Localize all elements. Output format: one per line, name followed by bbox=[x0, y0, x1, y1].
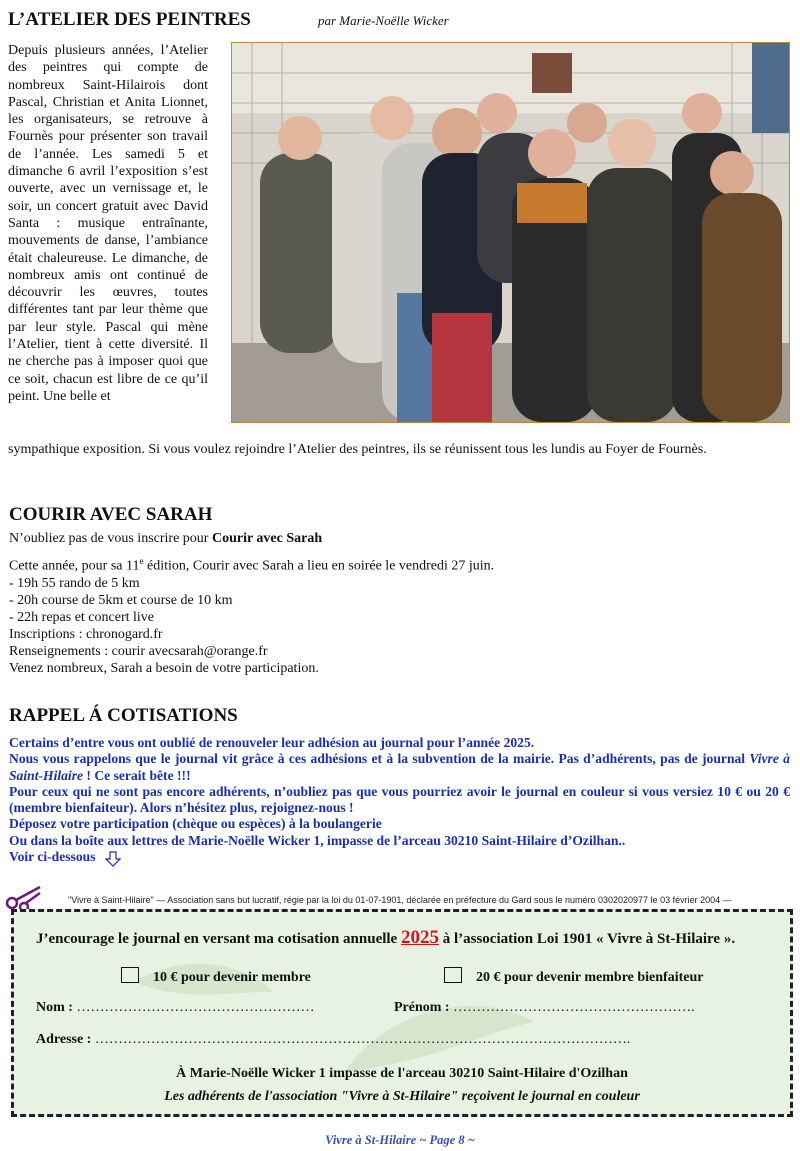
rappel-paragraph: Déposez votre participation (chèque ou espèces) à la boulangerie bbox=[9, 816, 382, 832]
courir-line: - 19h 55 rando de 5 km bbox=[9, 575, 140, 591]
courir-edition: Cette année, pour sa 11e édition, Courir avec Sarah a lieu en soirée le vendredi 27 juin. bbox=[9, 556, 495, 574]
prenom-field[interactable]: Prénom : ……………………………………………. bbox=[394, 1000, 695, 1015]
page-footer: Vivre à St-Hilaire ~ Page 8 ~ bbox=[325, 1133, 475, 1147]
courir-line: - 22h repas et concert live bbox=[9, 609, 154, 625]
rappel-paragraph: Pour ceux qui ne sont pas encore adhérents, n’oubliez pas que vous pourriez avoir le journal en couleur si vous versiez 10 € ou 20 € (membre bienfaiteur). Alors n’hésitez plus, rejoignez-nous ! bbox=[9, 783, 790, 816]
form-heading: J’encourage le journal en versant ma cotisation annuelle 2025 à l’association Loi 1901 « Vivre à St-Hilaire ». bbox=[36, 927, 736, 948]
group-photo bbox=[231, 42, 790, 423]
option-bienfaiteur[interactable]: 20 € pour devenir membre bienfaiteur bbox=[444, 967, 704, 986]
checkbox-membre[interactable] bbox=[121, 967, 139, 983]
rappel-section bbox=[9, 735, 790, 867]
atelier-title: L’ATELIER DES PEINTRES bbox=[8, 9, 251, 30]
courir-line: Inscriptions : chronogard.fr bbox=[9, 626, 163, 642]
rappel-paragraph: Ou dans la boîte aux lettres de Marie-Noëlle Wicker 1, impasse de l’arceau 30210 Saint-Hilaire d’Ozilhan.. bbox=[9, 832, 626, 848]
membership-form bbox=[11, 909, 793, 1117]
rappel-paragraph: Voir ci-dessous bbox=[9, 849, 790, 867]
form-note: Les adhérents de l'association "Vivre à St-Hilaire" reçoivent le journal en couleur bbox=[164, 1089, 640, 1104]
atelier-body: Depuis plusieurs années, l’Atelier des peintres qui compte de nombreux Saint-Hilairois dont Pascal, Christian et Anita Lionnet, les organisateurs, se retrouve à Fournès pour présenter son travail de l’année. Les samedi 5 et dimanche 6 avril l’exposition s’est ouverte, avec un vernissage et, le soir, un concert gratuit avec David Santa : musique entraînante, mouvements de danse, l’ambiance était chaleureuse. Le dimanche, de nombreux amis ont continué de découvrir les œuvres, toutes différentes tant par leur thème que par leur style. Pascal qui mène l’Atelier, tient à cette diversité. Il ne cherche pas à imposer quoi que ce soit, chacun est libre de ce qu’il peint. Une belle et bbox=[8, 43, 208, 404]
courir-section bbox=[9, 530, 789, 677]
courir-line: - 20h course de 5km et course de 10 km bbox=[9, 592, 233, 608]
association-legal-line: "Vivre à Saint-Hilaire" — Association sans but lucratif, régie par la loi du 01-07-1901, déclarée en préfecture du Gard sous le numéro 0302020977 le 03 février 2004 — bbox=[68, 895, 732, 905]
courir-line: Renseignements : courir avecsarah@orange.fr bbox=[9, 643, 268, 659]
atelier-byline: par Marie-Noëlle Wicker bbox=[318, 13, 449, 28]
option-membre[interactable]: 10 € pour devenir membre bbox=[121, 967, 311, 986]
form-year: 2025 bbox=[400, 927, 439, 948]
down-arrow-icon bbox=[105, 851, 121, 867]
rappel-paragraph: Certains d’entre vous ont oublié de renouveler leur adhésion au journal pour l’année 2025. bbox=[9, 735, 535, 750]
courir-intro: N’oubliez pas de vous inscrire pour Courir avec Sarah bbox=[9, 531, 323, 546]
adresse-field[interactable]: Adresse : ……………………………………………………………………………………………………. bbox=[36, 1032, 631, 1047]
rappel-paragraph: Nous vous rappelons que le journal vit grâce à ces adhésions et à la subvention de la mairie. Pas d’adhérents, pas de journal Vivre à Saint-Hilaire ! Ce serait bête !!! bbox=[9, 751, 790, 783]
courir-title: COURIR AVEC SARAH bbox=[9, 504, 213, 525]
nom-field[interactable]: Nom : …………………………………………… bbox=[36, 1000, 315, 1015]
courir-line: Venez nombreux, Sarah a besoin de votre participation. bbox=[9, 660, 319, 676]
form-address: À Marie-Noëlle Wicker 1 impasse de l'arceau 30210 Saint-Hilaire d'Ozilhan bbox=[176, 1066, 628, 1081]
rappel-title: RAPPEL Á COTISATIONS bbox=[9, 705, 238, 726]
atelier-closing-line: sympathique exposition. Si vous voulez rejoindre l’Atelier des peintres, ils se réunissent tous les lundis au Foyer de Fournès. bbox=[8, 442, 707, 457]
courir-intro-bold: Courir avec Sarah bbox=[211, 531, 323, 546]
checkbox-bienfaiteur[interactable] bbox=[444, 967, 462, 983]
